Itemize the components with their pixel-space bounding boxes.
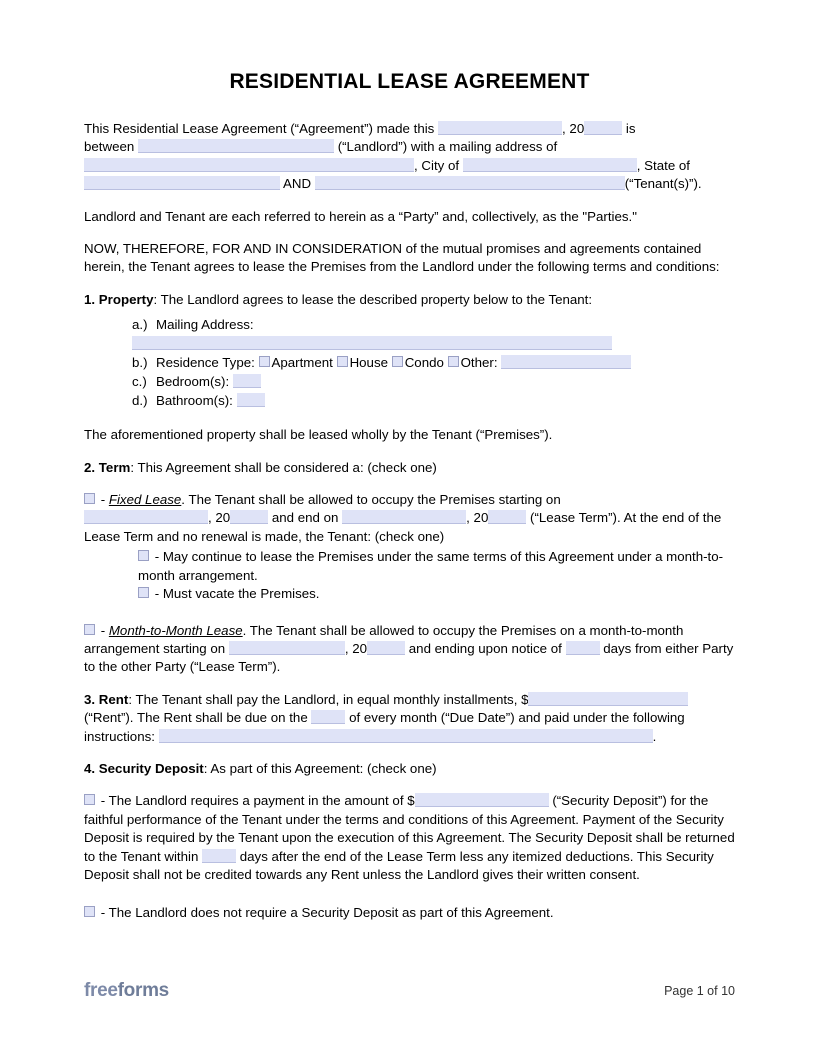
deposit-opt2-text: - The Landlord does not require a Security Deposit as part of this Agreement. — [100, 905, 554, 921]
checkbox-other[interactable] — [448, 356, 459, 367]
item-b-text: Residence Type: — [156, 355, 255, 371]
intro-line1-end: is — [625, 121, 636, 136]
rent-text4: . — [652, 728, 657, 744]
checkbox-condo[interactable] — [392, 356, 403, 367]
property-mailing-address-blank[interactable] — [132, 336, 612, 350]
checkbox-no-deposit[interactable] — [84, 906, 95, 917]
section-term-number: 2. Term — [84, 459, 131, 475]
mtm-start-year-blank[interactable] — [367, 641, 405, 655]
fixed-end-year-prefix: , 20 — [466, 510, 489, 526]
intro-year-prefix: , 20 — [562, 121, 585, 136]
checkbox-house[interactable] — [337, 356, 348, 367]
fixed-start-year-blank[interactable] — [230, 510, 268, 524]
fixed-lease-dash: - — [100, 492, 106, 508]
section-property-heading — [84, 291, 735, 309]
page-footer — [84, 980, 735, 1002]
landlord-address-blank[interactable] — [84, 158, 414, 172]
fixed-end-date-blank[interactable] — [342, 510, 466, 524]
landlord-name-blank[interactable] — [138, 139, 334, 153]
intro-state-label: , State of — [636, 157, 691, 173]
checkbox-month-to-month-lease[interactable] — [84, 624, 95, 635]
item-c-label: c.) — [132, 374, 147, 390]
item-a-text: Mailing Address: — [156, 317, 254, 333]
section-property-text: : The Landlord agrees to lease the described property below to the Tenant: — [153, 291, 593, 307]
deposit-option-1 — [84, 792, 735, 884]
fixed-end-year-blank[interactable] — [488, 510, 526, 524]
intro-landlord-text: (“Landlord”) with a mailing address of — [337, 139, 558, 155]
section-term-text: : This Agreement shall be considered a: (check one) — [130, 459, 437, 475]
fixed-start-year-prefix: , 20 — [208, 510, 231, 526]
property-items-list — [84, 315, 735, 410]
checkbox-apartment[interactable] — [259, 356, 270, 367]
checkbox-fixed-lease[interactable] — [84, 493, 95, 504]
deposit-opt1-text2: (“Security Deposit”) for the faithful performance of the Tenant under the terms and conditions of this Agreement. Payment of the Security Deposit is required by the Tenant upon the execution of this Agreement. The Security Deposit shall be returned to the Tenant within — [84, 793, 735, 864]
checkbox-continue-month-to-month[interactable] — [138, 550, 149, 561]
section-property-number: 1. Property — [84, 291, 154, 307]
item-d-text: Bathroom(s): — [156, 393, 233, 409]
label-house: House — [349, 355, 388, 371]
fixed-sub-option-1 — [84, 548, 735, 585]
rent-instructions-blank[interactable] — [159, 729, 653, 743]
mtm-start-date-blank[interactable] — [229, 641, 345, 655]
deposit-return-days-blank[interactable] — [202, 849, 236, 863]
section-deposit-number: 4. Security Deposit — [84, 760, 204, 776]
mtm-year-prefix: , 20 — [344, 640, 368, 656]
property-closing-paragraph: The aforementioned property shall be leased wholly by the Tenant (“Premises”). — [84, 427, 553, 443]
intro-paragraph — [84, 120, 735, 194]
list-item-bedrooms — [132, 372, 735, 391]
list-item-mailing-address — [132, 315, 735, 353]
rent-text1: : The Tenant shall pay the Landlord, in equal monthly installments, $ — [128, 691, 529, 707]
deposit-option-2 — [84, 904, 735, 922]
item-c-text: Bedroom(s): — [156, 374, 230, 390]
month-to-month-paragraph — [84, 622, 735, 677]
fixed-sub-option-2 — [84, 585, 735, 603]
fixed-sub1-text: - May continue to lease the Premises under the same terms of this Agreement under a month-to-month arrangement. — [138, 549, 724, 583]
mtm-text2: and ending upon notice of — [408, 640, 562, 656]
agreement-date-blank[interactable] — [438, 121, 562, 135]
fixed-lease-paragraph — [84, 491, 735, 546]
fixed-sub2-text: - Must vacate the Premises. — [154, 586, 320, 602]
logo-free-text: free — [84, 980, 118, 1001]
section-rent-paragraph — [84, 691, 735, 746]
mtm-text3: days from either Party to the other Party (“Lease Term”). — [84, 640, 734, 675]
label-condo: Condo — [404, 355, 444, 371]
agreement-year-blank[interactable] — [584, 121, 622, 135]
intro-and-label: AND — [282, 176, 312, 192]
consideration-paragraph: NOW, THEREFORE, FOR AND IN CONSIDERATION of the mutual promises and agreements contained herein, the Tenant agrees to lease the Premises from the Landlord under the following terms and conditions: — [84, 241, 720, 275]
section-deposit-text: : As part of this Agreement: (check one) — [203, 760, 437, 776]
list-item-residence-type — [132, 353, 735, 372]
landlord-city-blank[interactable] — [463, 158, 637, 172]
mtm-notice-days-blank[interactable] — [566, 641, 600, 655]
mtm-label: Month-to-Month Lease — [108, 622, 243, 638]
intro-tenant-text: (“Tenant(s)”). — [624, 176, 702, 192]
bathrooms-blank[interactable] — [237, 393, 265, 407]
checkbox-requires-deposit[interactable] — [84, 794, 95, 805]
label-apartment: Apartment — [271, 355, 333, 371]
landlord-state-blank[interactable] — [84, 176, 280, 190]
fixed-lease-label: Fixed Lease — [108, 492, 182, 508]
label-other: Other: — [460, 355, 498, 371]
fixed-start-date-blank[interactable] — [84, 510, 208, 524]
item-a-label: a.) — [132, 317, 148, 333]
list-item-bathrooms — [132, 391, 735, 410]
rent-due-date-blank[interactable] — [311, 710, 345, 724]
page-title: RESIDENTIAL LEASE AGREEMENT — [229, 70, 590, 93]
page-number: Page 1 of 10 — [664, 984, 735, 998]
freeforms-logo — [84, 980, 169, 1002]
rent-amount-blank[interactable] — [528, 692, 688, 706]
parties-paragraph: Landlord and Tenant are each referred to herein as a “Party” and, collectively, as the "Parties." — [84, 208, 637, 224]
section-term-heading — [84, 459, 735, 477]
intro-between-label: between — [84, 139, 135, 155]
deposit-opt1-text3: days after the end of the Lease Term less any itemized deductions. This Security Deposit shall not be credited towards any Rent unless the Landlord gives their written consent. — [84, 848, 714, 882]
deposit-opt1-text1: - The Landlord requires a payment in the amount of $ — [100, 793, 415, 809]
residence-other-blank[interactable] — [501, 355, 631, 369]
tenant-name-blank[interactable] — [315, 176, 625, 190]
logo-forms-text: forms — [117, 980, 169, 1001]
section-deposit-heading — [84, 760, 735, 778]
fixed-lease-text2: (“Lease Term”). At the end of the Lease Term and no renewal is made, the Tenant: (check one) — [84, 510, 722, 544]
mtm-dash: - — [100, 622, 106, 638]
section-rent-number: 3. Rent — [84, 691, 129, 707]
checkbox-must-vacate[interactable] — [138, 587, 149, 598]
item-b-label: b.) — [132, 355, 148, 371]
bedrooms-blank[interactable] — [233, 374, 261, 388]
intro-line1-text: This Residential Lease Agreement (“Agreement”) made this — [84, 121, 435, 136]
fixed-end-label: and end on — [271, 510, 339, 526]
fixed-lease-text1: . The Tenant shall be allowed to occupy the Premises starting on — [181, 492, 561, 508]
deposit-amount-blank[interactable] — [415, 793, 549, 807]
rent-text2: (“Rent”). The Rent shall be due on the — [84, 710, 308, 726]
mtm-text1: . The Tenant shall be allowed to occupy the Premises on a month-to-month arrangement starting on — [84, 622, 684, 656]
intro-city-label: , City of — [414, 157, 460, 173]
rent-text3: of every month (“Due Date”) and paid under the following instructions: — [84, 710, 685, 744]
item-d-label: d.) — [132, 393, 148, 409]
